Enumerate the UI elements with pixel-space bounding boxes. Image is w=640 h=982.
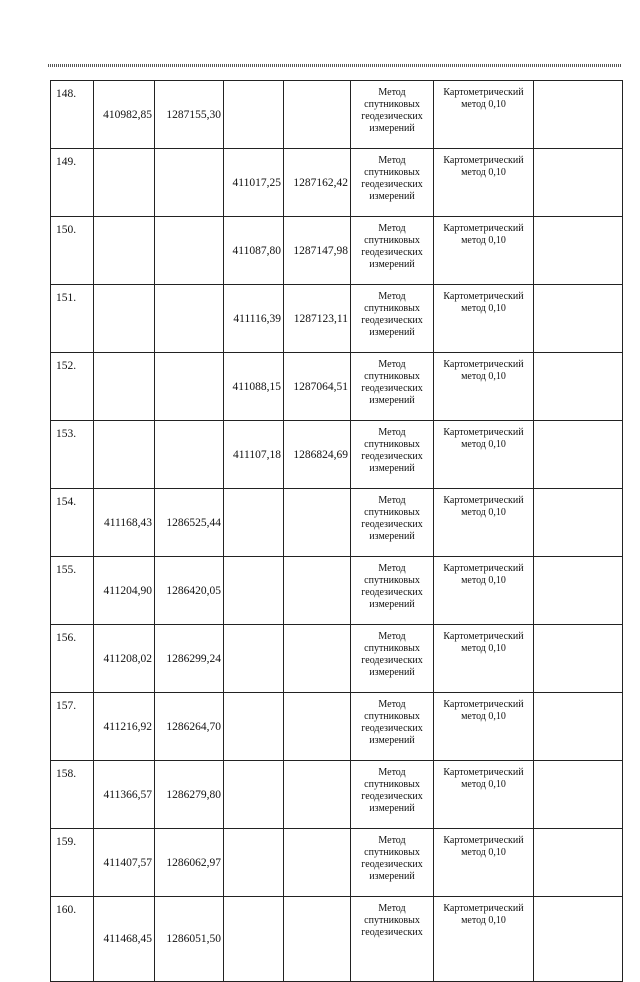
method-cell: Метод спутниковых геодезических измерений [351,829,434,897]
existing-x: 411216,92 [94,693,155,761]
note-cell [534,81,623,149]
note-cell [534,693,623,761]
table-row [51,557,623,625]
coordinates-table [50,80,623,982]
point-number: 153. [51,421,94,489]
point-number: 152. [51,353,94,421]
table-row [51,421,623,489]
point-number: 160. [51,897,94,982]
existing-x [94,285,155,353]
new-y: 1287064,51 [284,353,351,421]
method-cell: Метод спутниковых геодезических измерений [351,285,434,353]
header-separator [48,64,621,67]
point-number: 148. [51,81,94,149]
existing-y: 1286525,44 [155,489,224,557]
table-row [51,693,623,761]
note-cell [534,557,623,625]
accuracy-cell: Картометрический метод 0,10 [434,489,534,557]
method-cell: Метод спутниковых геодезических измерений [351,353,434,421]
point-number: 154. [51,489,94,557]
new-y [284,829,351,897]
note-cell [534,285,623,353]
existing-x: 410982,85 [94,81,155,149]
existing-y [155,149,224,217]
accuracy-cell: Картометрический метод 0,10 [434,897,534,982]
method-cell: Метод спутниковых геодезических измерений [351,693,434,761]
new-x [224,897,284,982]
method-cell: Метод спутниковых геодезических измерений [351,489,434,557]
new-y [284,761,351,829]
table-row [51,353,623,421]
note-cell [534,489,623,557]
table-row [51,625,623,693]
table-row [51,489,623,557]
new-x: 411116,39 [224,285,284,353]
new-x [224,761,284,829]
point-number: 150. [51,217,94,285]
new-x [224,625,284,693]
new-x [224,557,284,625]
note-cell [534,353,623,421]
point-number: 149. [51,149,94,217]
new-y [284,557,351,625]
table-row [51,761,623,829]
existing-y [155,285,224,353]
accuracy-cell: Картометрический метод 0,10 [434,81,534,149]
new-x [224,829,284,897]
existing-x: 411468,45 [94,897,155,982]
new-y [284,693,351,761]
new-y [284,489,351,557]
existing-x: 411168,43 [94,489,155,557]
new-x: 411107,18 [224,421,284,489]
accuracy-cell: Картометрический метод 0,10 [434,829,534,897]
accuracy-cell: Картометрический метод 0,10 [434,625,534,693]
existing-y: 1287155,30 [155,81,224,149]
note-cell [534,217,623,285]
accuracy-cell: Картометрический метод 0,10 [434,285,534,353]
new-x: 411087,80 [224,217,284,285]
new-y: 1286824,69 [284,421,351,489]
existing-y: 1286051,50 [155,897,224,982]
existing-y: 1286264,70 [155,693,224,761]
existing-x [94,217,155,285]
new-y: 1287123,11 [284,285,351,353]
table-row [51,829,623,897]
point-number: 159. [51,829,94,897]
table-row [51,897,623,982]
new-x [224,489,284,557]
note-cell [534,421,623,489]
new-x [224,81,284,149]
note-cell [534,761,623,829]
table-row [51,149,623,217]
method-cell: Метод спутниковых геодезических измерений [351,421,434,489]
existing-y [155,217,224,285]
new-x: 411017,25 [224,149,284,217]
new-y [284,897,351,982]
note-cell [534,625,623,693]
table-row [51,217,623,285]
existing-x: 411366,57 [94,761,155,829]
method-cell: Метод спутниковых геодезических измерений [351,217,434,285]
accuracy-cell: Картометрический метод 0,10 [434,353,534,421]
existing-x: 411208,02 [94,625,155,693]
method-cell: Метод спутниковых геодезических измерений [351,625,434,693]
existing-x: 411204,90 [94,557,155,625]
note-cell [534,149,623,217]
new-x [224,693,284,761]
accuracy-cell: Картометрический метод 0,10 [434,557,534,625]
method-cell: Метод спутниковых геодезических измерений [351,81,434,149]
new-y: 1287147,98 [284,217,351,285]
point-number: 158. [51,761,94,829]
accuracy-cell: Картометрический метод 0,10 [434,421,534,489]
method-cell: Метод спутниковых геодезических измерений [351,557,434,625]
new-y [284,625,351,693]
existing-y: 1286279,80 [155,761,224,829]
accuracy-cell: Картометрический метод 0,10 [434,761,534,829]
accuracy-cell: Картометрический метод 0,10 [434,693,534,761]
point-number: 155. [51,557,94,625]
note-cell [534,897,623,982]
existing-y: 1286420,05 [155,557,224,625]
new-x: 411088,15 [224,353,284,421]
existing-y: 1286299,24 [155,625,224,693]
point-number: 157. [51,693,94,761]
new-y [284,81,351,149]
existing-y [155,421,224,489]
point-number: 151. [51,285,94,353]
existing-x: 411407,57 [94,829,155,897]
existing-x [94,149,155,217]
table-row [51,81,623,149]
method-cell: Метод спутниковых геодезических измерений [351,761,434,829]
table-row [51,285,623,353]
new-y: 1287162,42 [284,149,351,217]
existing-x [94,353,155,421]
method-cell: Метод спутниковых геодезических [351,897,434,982]
point-number: 156. [51,625,94,693]
note-cell [534,829,623,897]
existing-y: 1286062,97 [155,829,224,897]
accuracy-cell: Картометрический метод 0,10 [434,149,534,217]
method-cell: Метод спутниковых геодезических измерений [351,149,434,217]
accuracy-cell: Картометрический метод 0,10 [434,217,534,285]
existing-x [94,421,155,489]
existing-y [155,353,224,421]
